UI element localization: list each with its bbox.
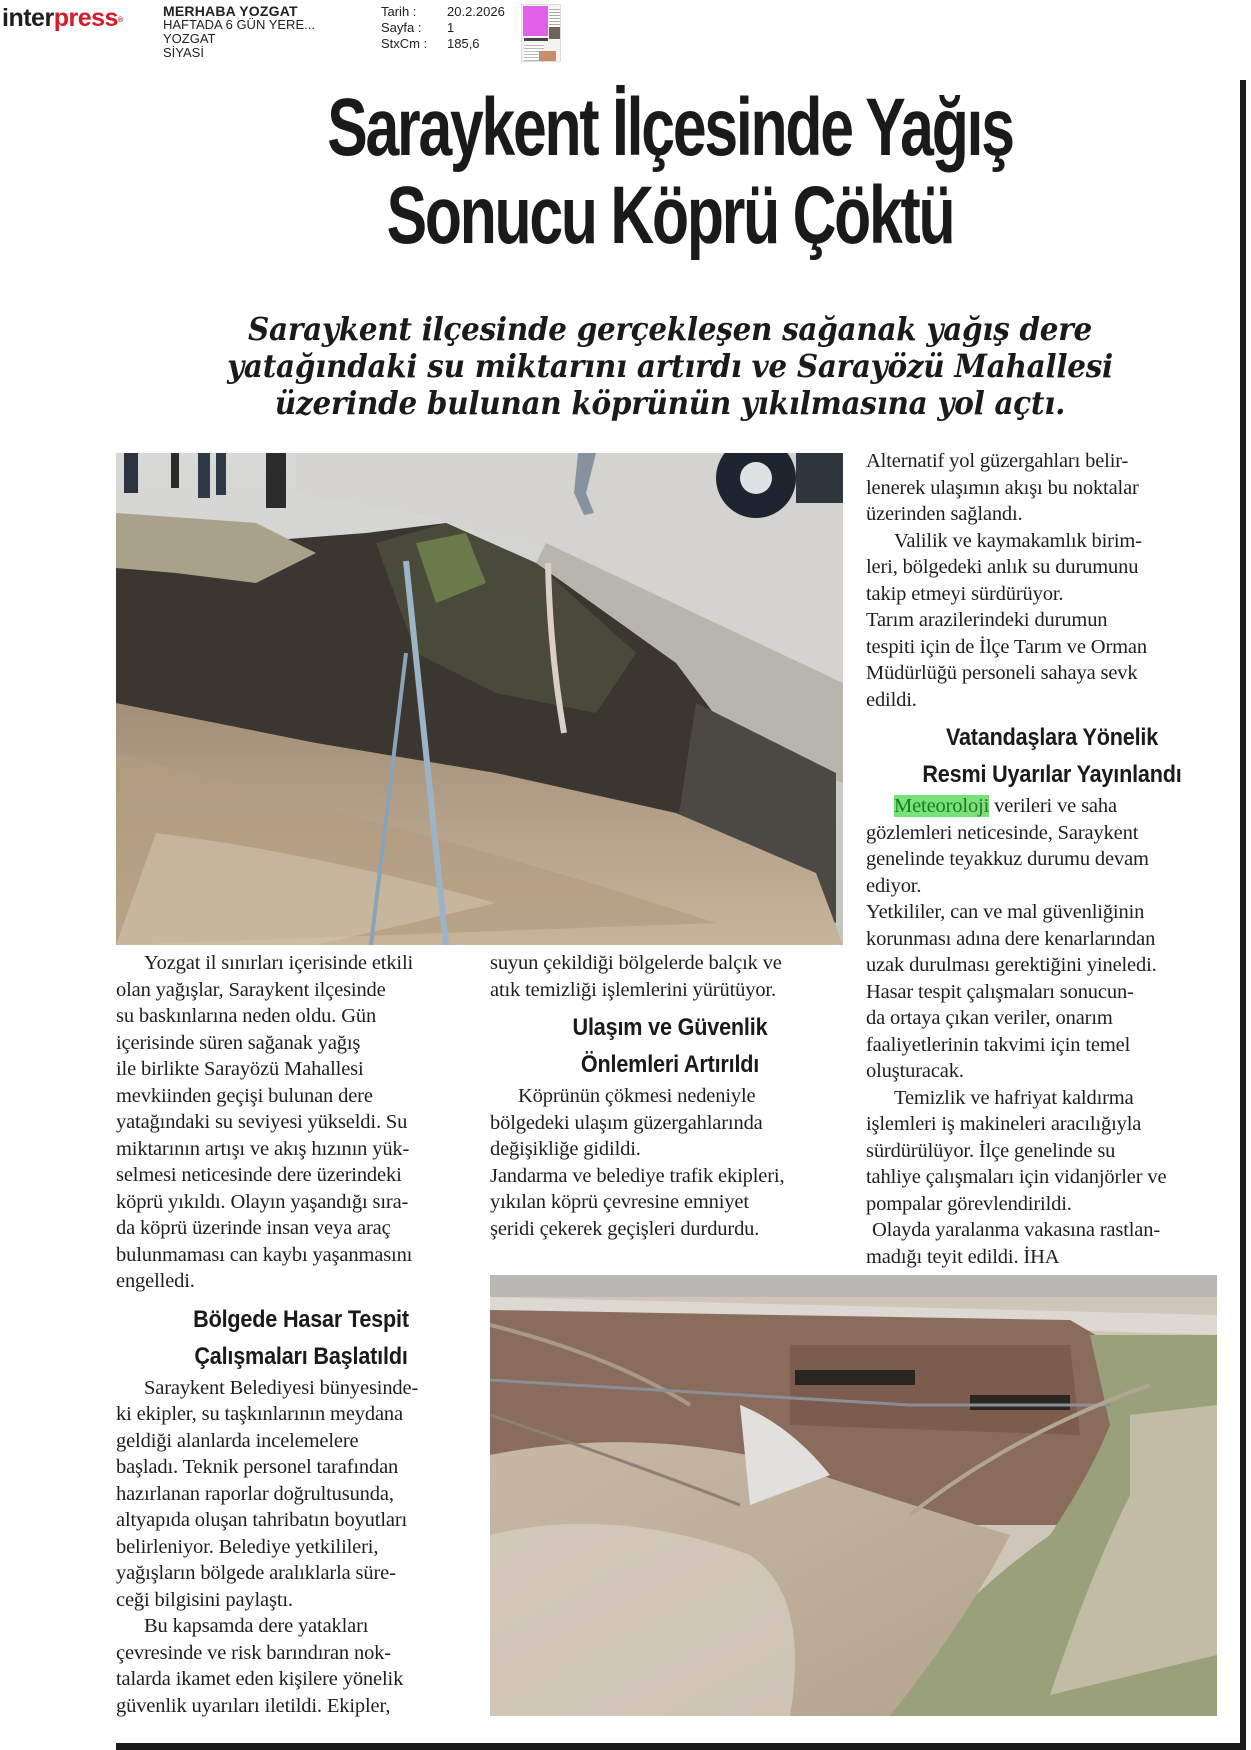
meta-date <box>381 4 505 20</box>
article-headline <box>256 84 1085 260</box>
flood-water-illustration <box>490 1275 1217 1716</box>
article-column-1 <box>116 950 486 1719</box>
collapsed-bridge-photo <box>116 453 843 945</box>
paragraph: Yetkililer, can ve mal güvenliğinin korunması adına dere kenarlarından uzak durulması gerektiğini yineledi. Hasar tespit çalışmaları sonucun- da ortaya çıkan veriler, onarım faaliyetlerinin takvimi için temel oluşturacak. <box>866 901 1157 1082</box>
paragraph: Saraykent Belediyesi bünyesinde- ki ekipler, su taşkınlarının meydana geldiği alanlarda incelemelere başladı. Teknik personel tarafından hazırlanan raporlar doğrultusunda, altyapıda oluşan tahribatın boyutları belirleniyor. Belediye yetkilileri, yağışların bölgede aralıklarla süre- ceği bilgisini paylaştı. <box>116 1376 419 1611</box>
meta-value: 1 <box>447 20 455 35</box>
logo-text-inter: inter <box>2 4 54 32</box>
spot-line: üzerinde bulunan köprünün yıkılmasına yol açtı. <box>274 384 1066 422</box>
paragraph: Yozgat il sınırları içerisinde etkili olan yağışlar, Saraykent ilçesinde su baskınlarına neden oldu. Gün içerisinde süren sağanak yağış ile birlikte Sarayözü Mahallesi mevkiinden geçişi bulunan dere yatağındaki su seviyesi yükseldi. Su miktarının artışı ve akış hızının yük- selmesi neticesinde dere üzerindeki köprü yıkıldı. Olayın yaşandığı sıra- da köprü üzerinde insan veya araç bulunmaması can kaybı yaşanmasını engelledi. <box>116 952 414 1292</box>
paragraph: Alternatif yol güzergahları belir- lenerek ulaşımın akışı bu noktalar üzerinden sağlandı. <box>866 450 1139 525</box>
article-column-2 <box>490 950 850 1242</box>
publication-name: MERHABA YOZGAT <box>163 3 298 19</box>
spot-line: yatağındaki su miktarını artırdı ve Sarayözü Mahallesi <box>227 347 1113 385</box>
page-thumbnail[interactable] <box>521 4 561 62</box>
subheading-line: Önlemleri Artırıldı <box>580 1051 760 1078</box>
subheading-official-warnings <box>885 719 1220 793</box>
publication-frequency: HAFTADA 6 GÜN YERE... <box>163 17 315 32</box>
subheading-line: Vatandaşlara Yönelik <box>945 724 1159 751</box>
paragraph: suyun çekildiği bölgelerde balçık ve atık temizliği işlemlerini yürütüyor. <box>490 952 782 1001</box>
clipping-meta <box>381 4 505 52</box>
paragraph: Köprünün çökmesi nedeniyle bölgedeki ulaşım güzergahlarında değişikliğe gidildi. <box>490 1085 763 1160</box>
frame-rule-right <box>1240 80 1246 1750</box>
paragraph: Temizlik ve hafriyat kaldırma işlemleri iş makineleri aracılığıyla sürdürülüyor. İlçe genelinde su tahliye çalışmaları için vidanjörler ve pompalar görevlendirildi. <box>866 1086 1167 1215</box>
publication-info <box>163 4 315 60</box>
logo-text-press: press <box>53 4 118 32</box>
flood-water-photo <box>490 1275 1217 1716</box>
paragraph: Valilik ve kaymakamlık birim- leri, bölgedeki anlık su durumunu takip etmeyi sürdürüyor. <box>866 529 1142 605</box>
subheading-transport-security <box>508 1009 832 1083</box>
meta-value: 20.2.2026 <box>447 4 505 19</box>
paragraph: Jandarma ve belediye trafik ekipleri, yıkılan köprü çevresine emniyet şeridi çekerek geçişleri durdurdu. <box>490 1164 785 1240</box>
headline-line: Sonucu Köprü Çöktü <box>386 170 954 261</box>
registered-mark: ® <box>117 17 123 24</box>
meta-label: Tarih : <box>381 4 417 19</box>
subheading-line: Resmi Uyarılar Yayınlandı <box>922 761 1182 788</box>
thumbnail-photo <box>539 51 556 61</box>
thumbnail-heading <box>524 38 548 41</box>
meta-stxcm <box>381 36 505 52</box>
paragraph: Tarım arazilerindeki durumun tespiti için de İlçe Tarım ve Orman Müdürlüğü personeli sahaya sevk edildi. <box>866 609 1147 711</box>
paragraph <box>866 793 1238 899</box>
meta-label: Sayfa : <box>381 20 422 35</box>
article-column-3 <box>866 448 1238 1270</box>
publication-category: SİYASİ <box>163 45 204 60</box>
headline-line: Saraykent İlçesinde Yağış <box>327 82 1013 173</box>
paragraph: Bu kapsamda dere yatakları çevresinde ve risk barındıran nok- talarda ikamet eden kişilere yönelik güvenlik uyarıları iletildi. Ekipler, <box>116 1615 404 1717</box>
article-spot <box>155 311 1185 422</box>
subheading-damage-assessment <box>135 1301 468 1375</box>
thumbnail-photo <box>549 27 560 39</box>
highlighted-keyword: Meteoroloji <box>894 795 990 817</box>
meta-page <box>381 20 505 36</box>
meta-value: 185,6 <box>447 36 480 51</box>
collapsed-bridge-illustration <box>116 453 843 945</box>
paragraph: Olayda yaralanma vakasına rastlan- madığı teyit edildi. İHA <box>866 1219 1161 1268</box>
publication-city: YOZGAT <box>163 31 216 46</box>
subheading-line: Çalışmaları Başlatıldı <box>194 1342 408 1370</box>
thumbnail-highlight-region <box>523 6 548 36</box>
spot-line: Saraykent ilçesinde gerçekleşen sağanak yağış dere <box>248 310 1092 348</box>
subheading-line: Bölgede Hasar Tespit <box>193 1305 409 1333</box>
interpress-logo <box>2 4 123 32</box>
meta-label: StxCm : <box>381 36 428 51</box>
subheading-line: Ulaşım ve Güvenlik <box>572 1014 768 1041</box>
frame-rule-bottom <box>116 1743 1246 1750</box>
thumbnail-column <box>549 7 560 27</box>
paragraph-text: verileri ve saha gözlemleri neticesinde, Saraykent genelinde teyakkuz durumu devam ediyor. <box>866 795 1149 897</box>
